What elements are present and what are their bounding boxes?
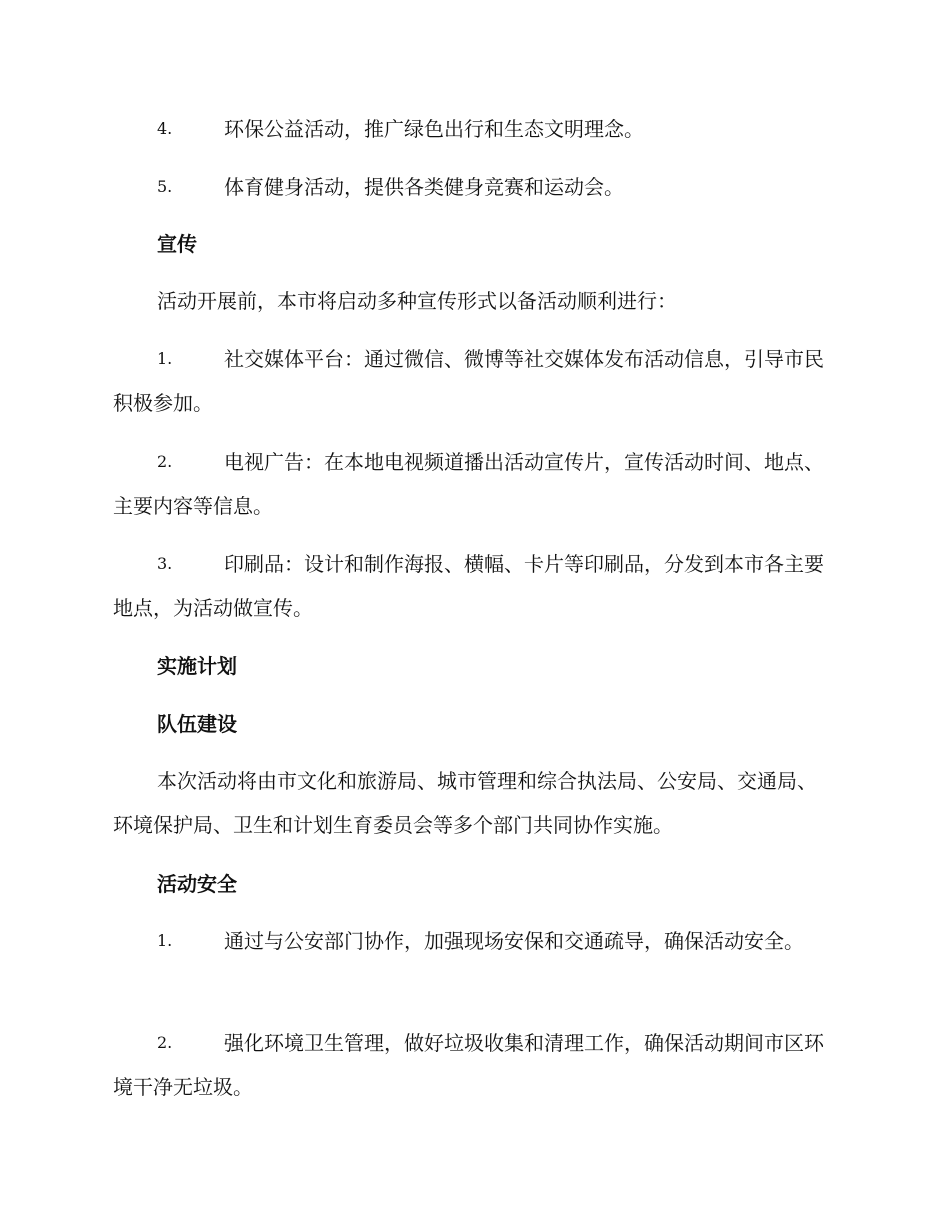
list-text: 社交媒体平台：通过微信、微博等社交媒体发布活动信息，引导市民积极参加。	[113, 347, 824, 415]
paragraph: 本次活动将由市文化和旅游局、城市管理和综合执法局、公安局、交通局、环境保护局、卫生和计划生育委员会等多个部门共同协作实施。	[113, 769, 817, 837]
list-number: 4.	[157, 119, 173, 138]
list-text: 电视广告：在本地电视频道播出活动宣传片，宣传活动时间、地点、主要内容等信息。	[113, 450, 824, 518]
list-text: 体育健身活动，提供各类健身竞赛和运动会。	[224, 175, 624, 199]
list-text: 强化环境卫生管理，做好垃圾收集和清理工作，确保活动期间市区环境干净无垃圾。	[113, 1031, 824, 1099]
section-heading-publicity: 宣传	[157, 232, 197, 256]
list-number: 5.	[157, 177, 173, 196]
paragraph: 活动开展前，本市将启动多种宣传形式以备活动顺利进行：	[157, 289, 677, 313]
list-number: 2.	[157, 452, 173, 471]
list-text: 通过与公安部门协作，加强现场安保和交通疏导，确保活动安全。	[224, 929, 804, 953]
list-text: 环保公益活动，推广绿色出行和生态文明理念。	[224, 117, 644, 141]
subsection-heading-safety: 活动安全	[157, 872, 237, 896]
section-heading-plan: 实施计划	[157, 654, 237, 678]
list-number: 3.	[157, 554, 173, 573]
list-text: 印刷品：设计和制作海报、横幅、卡片等印刷品，分发到本市各主要地点，为活动做宣传。	[113, 552, 824, 620]
list-number: 1.	[157, 931, 173, 950]
subsection-heading-team: 队伍建设	[157, 712, 237, 736]
list-number: 2.	[157, 1033, 173, 1052]
list-number: 1.	[157, 349, 173, 368]
